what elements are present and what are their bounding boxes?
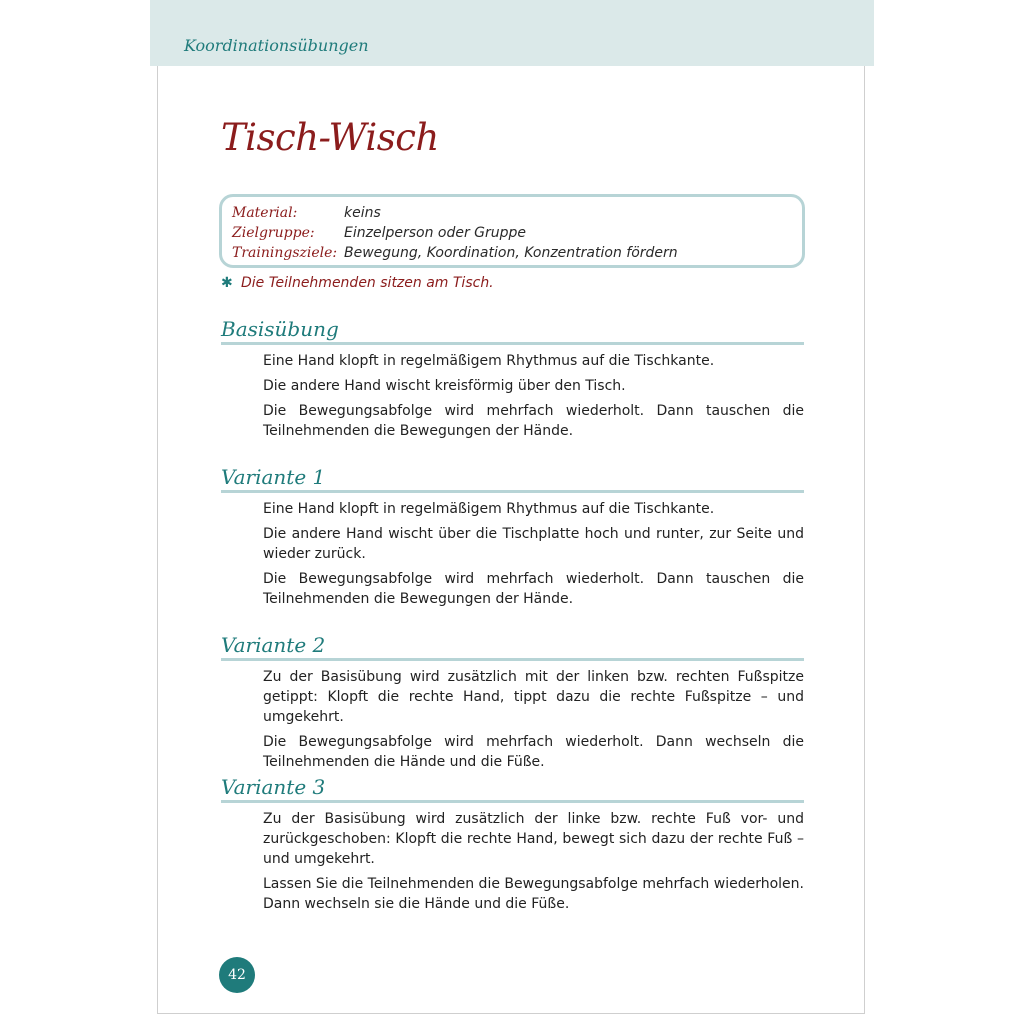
section-variante-3	[221, 774, 804, 919]
section-heading: Variante 3	[221, 774, 804, 803]
section-variante-2	[221, 632, 804, 777]
paragraph: Lassen Sie die Teilnehmenden die Bewegungsabfolge mehrfach wiederholen. Dann wechseln sie die Hände und die Füße.	[263, 876, 804, 912]
paragraph: Eine Hand klopft in regelmäßigem Rhythmus auf die Tischkante.	[263, 353, 715, 369]
setup-note	[221, 275, 494, 291]
note-text: Die Teilnehmenden sitzen am Tisch.	[241, 275, 494, 291]
info-label: Material:	[232, 205, 298, 221]
info-box	[219, 194, 805, 268]
section-heading: Variante 1	[221, 464, 804, 493]
paragraph: Die Bewegungsabfolge wird mehrfach wiederholt. Dann tauschen die Teilnehmenden die Bewegungen der Hände.	[263, 571, 804, 607]
running-head: Koordinationsübungen	[184, 36, 369, 55]
info-value: keins	[344, 205, 381, 221]
paragraph: Zu der Basisübung wird zusätzlich der linke bzw. rechte Fuß vor- und zurückgeschoben: Klopft die rechte Hand, bewegt sich dazu der rechte Fuß – und umgekehrt.	[263, 811, 804, 867]
section-body	[263, 667, 804, 772]
paragraph: Eine Hand klopft in regelmäßigem Rhythmus auf die Tischkante.	[263, 501, 715, 517]
section-heading: Variante 2	[221, 632, 804, 661]
section-body	[263, 499, 804, 609]
paragraph: Die Bewegungsabfolge wird mehrfach wiederholt. Dann wechseln die Teilnehmenden die Hände und die Füße.	[263, 734, 804, 770]
info-value: Einzelperson oder Gruppe	[344, 225, 527, 241]
paragraph: Die Bewegungsabfolge wird mehrfach wiederholt. Dann tauschen die Teilnehmenden die Bewegungen der Hände.	[263, 403, 804, 439]
paragraph: Die andere Hand wischt über die Tischplatte hoch und runter, zur Seite und wieder zurück.	[263, 526, 804, 562]
page-title: Tisch-Wisch	[221, 116, 439, 159]
info-row-zielgruppe	[232, 223, 792, 243]
paragraph: Die andere Hand wischt kreisförmig über den Tisch.	[263, 378, 626, 394]
section-body	[263, 351, 804, 441]
page-number-badge: 42	[219, 957, 255, 993]
section-variante-1	[221, 464, 804, 614]
info-row-material	[232, 203, 792, 223]
section-basisuebung	[221, 316, 804, 446]
asterisk-icon: ✱	[221, 275, 233, 291]
info-label: Zielgruppe:	[232, 225, 315, 241]
info-label: Trainingsziele:	[232, 245, 338, 261]
info-row-trainingsziele	[232, 243, 792, 263]
info-value: Bewegung, Koordination, Konzentration fördern	[344, 245, 678, 261]
header-band	[150, 0, 874, 66]
section-heading: Basisübung	[221, 316, 804, 345]
paragraph: Zu der Basisübung wird zusätzlich mit der linken bzw. rechten Fußspitze getippt: Klopft die rechte Hand, tippt dazu die rechte Fußspitze – und umgekehrt.	[263, 669, 804, 725]
section-body	[263, 809, 804, 914]
